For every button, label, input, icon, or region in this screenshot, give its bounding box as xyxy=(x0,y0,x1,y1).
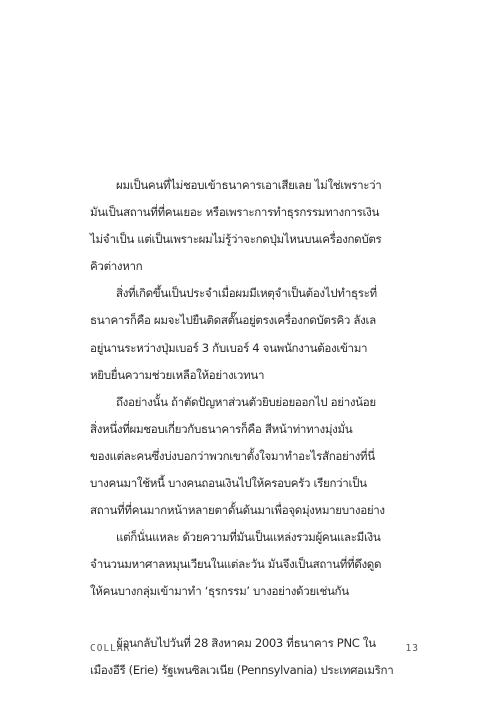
paragraph-3 xyxy=(90,389,420,524)
footer-publisher: COLLAR xyxy=(90,643,131,654)
text-line: ถึงอย่างนั้น ถ้าตัดปัญหาส่วนตัวยิบย่อยออกไป อย่างน้อย xyxy=(116,394,376,409)
text-line: คิวต่างหาก xyxy=(90,259,143,274)
text-line: เมืองอีรี (Erie) รัฐเพนซิลเวเนีย (Pennsylvania) ประเทศอเมริกา xyxy=(90,662,394,677)
text-line: จำนวนมหาศาลหมุนเวียนในแต่ละวัน มันจึงเป็นสถานที่ที่ดึงดูด xyxy=(90,557,382,572)
text-line: ให้คนบางกลุ่มเข้ามาทำ ‘ธุรกรรม’ บางอย่างด้วยเช่นกัน xyxy=(90,584,349,599)
text-line: ของแต่ละคนซึ่งบ่งบอกว่าพวกเขาตั้งใจมาทำอะไรสักอย่างที่นี่ xyxy=(90,448,375,463)
text-line: สถานที่ที่คนมากหน้าหลายตาดั้นด้นมาเพื่อจุดมุ่งหมายบางอย่าง xyxy=(90,503,385,518)
text-line: สิ่งที่เกิดขึ้นเป็นประจำเมื่อผมมีเหตุจำเป็นต้องไปทำธุระที่ xyxy=(116,286,377,301)
text-line: หยิบยื่นความช่วยเหลือให้อย่างเวทนา xyxy=(90,367,265,382)
paragraph-gap xyxy=(90,606,420,630)
text-line: ย้อนกลับไปวันที่ 28 สิงหาคม 2003 ที่ธนาคาร PNC ใน xyxy=(116,635,376,650)
text-line: แต่ก็นั่นแหละ ด้วยความที่มันเป็นแหล่งรวมผู้คนและมีเงิน xyxy=(116,530,381,545)
text-line: ธนาคารก็คือ ผมจะไปยืนติดสตั๊นอยู่ตรงเครื่องกดบัตรคิว ลังเล xyxy=(90,313,376,328)
page-number: 13 xyxy=(405,643,419,654)
text-line: ไม่จำเป็น แต่เป็นเพราะผมไม่รู้ว่าจะกดปุ่มไหนบนเครื่องกดบัตร xyxy=(90,232,382,247)
text-line: ผมเป็นคนที่ไม่ชอบเข้าธนาคารเอาเสียเลย ไม่ใช่เพราะว่า xyxy=(116,178,382,192)
body-text xyxy=(90,172,420,684)
text-line: สิ่งหนึ่งที่ผมชอบเกี่ยวกับธนาคารก็คือ สีหน้าท่าทางมุ่งมั่น xyxy=(90,421,353,436)
paragraph-4 xyxy=(90,524,420,605)
paragraph-5 xyxy=(90,630,420,684)
text-line: บางคนมาใช้หนี้ บางคนถอนเงินไปให้ครอบครัว เรียกว่าเป็น xyxy=(90,476,367,491)
paragraph-2 xyxy=(90,280,420,388)
text-line: มันเป็นสถานที่ที่คนเยอะ หรือเพราะการทำธุรกรรมทางการเงิน xyxy=(90,205,380,220)
text-line: อยู่นานระหว่างปุ่มเบอร์ 3 กับเบอร์ 4 จนพนักงานต้องเข้ามา xyxy=(90,340,368,355)
paragraph-1 xyxy=(90,172,420,280)
